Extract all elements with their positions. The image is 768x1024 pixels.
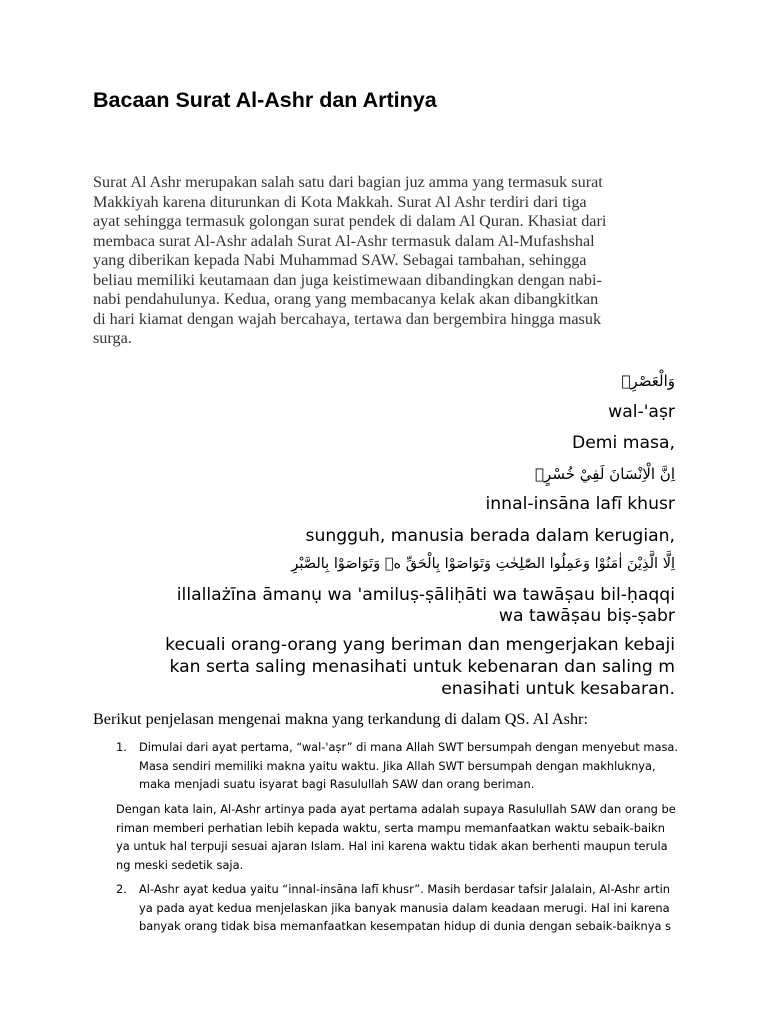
verse-3-transliteration-line: illallażīna āmanụ wa 'amiluṣ-ṣāliḥāti wa tawāṣau bil-ḥaqqi [176, 585, 675, 605]
list-item-body [139, 880, 671, 936]
intro-line: membaca surat Al-Ashr adalah Surat Al-Ashr termasuk dalam Al-Mufashshal [93, 231, 595, 250]
list-item [116, 738, 678, 794]
verse-3-translation-line: enasihati untuk kesabaran. [441, 679, 675, 699]
verse-2-translation: sungguh, manusia berada dalam kerugian, [305, 526, 675, 546]
intro-line: di hari kiamat dengan wajah bercahaya, tertawa dan bergembira hingga masuk [93, 309, 602, 328]
explanation-intro: Berikut penjelasan mengenai makna yang terkandung di dalam QS. Al Ashr: [93, 710, 588, 728]
intro-line: beliau memiliki keutamaan dan juga keistimewaan dibandingkan dengan nabi- [93, 270, 602, 289]
verse-1-arabic: وَالْعَصْرِۙ [621, 372, 675, 390]
list-item-body [139, 738, 678, 794]
intro-paragraph [93, 173, 675, 349]
intro-line: yang diberikan kepada Nabi Muhammad SAW. Sebagai tambahan, sehingga [93, 251, 587, 269]
list-number: 1. [116, 740, 127, 754]
list-item-line: Masa sendiri memiliki makna yaitu waktu. Jika Allah SWT bersumpah dengan makhluknya, [139, 758, 656, 773]
intro-line: Surat Al Ashr merupakan salah satu dari bagian juz amma yang termasuk surat [93, 173, 603, 191]
paragraph-line: Dengan kata lain, Al-Ashr artinya pada ayat pertama adalah supaya Rasulullah SAW dan orang be [116, 802, 676, 816]
verse-3-translation-line: kan serta saling menasihati untuk kebenaran dan saling m [169, 657, 675, 677]
intro-line: ayat sehingga termasuk golongan surat pendek di dalam Al Quran. Khasiat dari [93, 212, 607, 230]
intro-line: surga. [93, 329, 132, 347]
intro-line: Makkiyah karena diturunkan di Kota Makkah. Surat Al Ashr terdiri dari tiga [93, 192, 587, 211]
paragraph-line: riman memberi perhatian lebih kepada waktu, serta mampu memanfaatkan waktu sebaik-baikn [116, 820, 665, 835]
intro-line: nabi pendahulunya. Kedua, orang yang membacanya kelak akan dibangkitkan [93, 290, 599, 308]
list-item-line: banyak orang tidak bisa memanfaatkan kesempatan hidup di dunia dengan sebaik-baiknya s [139, 919, 671, 933]
list-item [116, 880, 671, 936]
explanation-paragraph [116, 800, 676, 874]
list-item-line: Al-Ashr ayat kedua yaitu “innal-insāna lafī khusr”. Masih berdasar tafsir Jalalain, Al-Ashr artin [139, 882, 670, 896]
verse-3-translation-line: kecuali orang-orang yang beriman dan mengerjakan kebaji [165, 635, 675, 655]
verse-3-arabic: اِلَّا الَّذِيْنَ اٰمَنُوْا وَعَمِلُوا الصّٰلِحٰتِ وَتَوَاصَوْا بِالْحَقِّ ەۙ وَتَوَاصَوْا بِالصَّبْرِ [291, 556, 675, 572]
list-number: 2. [116, 882, 127, 896]
paragraph-line: ya untuk hal terpuji sesuai ajaran Islam. Hal ini karena waktu tidak akan berhenti maupun terula [116, 839, 668, 853]
list-item-line: maka menjadi suatu isyarat bagi Rasulullah SAW dan orang beriman. [139, 777, 535, 791]
paragraph-line: ng meski sedetik saja. [116, 857, 244, 872]
verse-1-translation: Demi masa, [571, 433, 675, 453]
list-item-line: Dimulai dari ayat pertama, “wal-'aṣr” di mana Allah SWT bersumpah dengan menyebut masa. [139, 740, 679, 754]
verse-1-transliteration: wal-'aṣr [608, 402, 675, 422]
verse-2-transliteration: innal-insāna lafī khusr [485, 494, 675, 514]
list-item-line: ya pada ayat kedua menjelaskan jika banyak manusia dalam keadaan merugi. Hal ini karena [139, 900, 670, 915]
verse-2-arabic: اِنَّ الْاِنْسَانَ لَفِيْ خُسْرٍۙ [535, 465, 675, 483]
page-title: Bacaan Surat Al-Ashr dan Artinya [93, 88, 437, 112]
verse-3-transliteration-line: wa tawāṣau biṣ-ṣabr [498, 606, 675, 626]
